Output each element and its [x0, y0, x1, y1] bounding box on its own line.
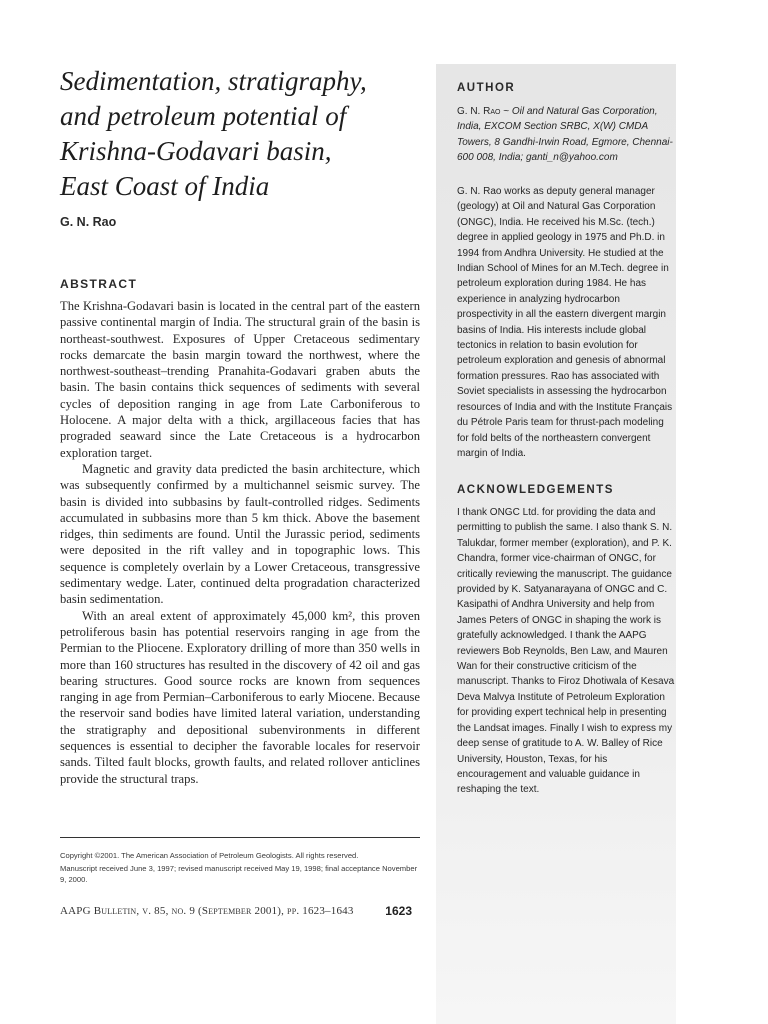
journal-citation [60, 905, 422, 917]
author-affiliation-block [457, 104, 677, 166]
title-line: and petroleum potential of [60, 101, 347, 131]
abstract-body [60, 298, 420, 787]
sidebar-author-name: G. N. Rao [457, 106, 501, 117]
title-line: East Coast of India [60, 171, 270, 201]
article-title [60, 64, 430, 204]
abstract-paragraph: With an areal extent of approximately 45,000 km², this proven petroliferous basin has potential reservoirs ranging in age from the Permian to the Pliocene. Exploratory drilling of more than 350 wells in more than 160 structures has resulted in the discovery of 42 oil and gas bearing structures. Good source rocks are known from sequences ranging in age from Permian–Carboniferous to early Miocene. Because the reservoir sand bodies have limited lateral variation, understanding the stratigraphy and depositional subenvironments in different sequences is essential to decipher the favorable locales for reservoir sands. Tilted fault blocks, growth faults, and related rollover anticlines provide the structural traps. [60, 608, 420, 786]
manuscript-dates-note: Manuscript received June 3, 1997; revised manuscript received May 19, 1998; final acceptance November 9, 2000. [60, 864, 418, 884]
abstract-paragraph: Magnetic and gravity data predicted the basin architecture, which was subsequently confirmed by a multichannel seismic survey. The basin is divided into subbasins by fault-controlled ridges. Sediments accumulated in subbasins more than 5 km thick. Above the basement ridges, thin sediments are found. Until the Jurassic period, sediments were deposited in the rift valley and in topographic lows. This sequence is completely overlain by a Lower Cretaceous, transgressive sedimentary wedge. Later, continued delta progradation characterized basin sedimentation. [60, 461, 420, 607]
copyright-note: Copyright ©2001. The American Association of Petroleum Geologists. All rights reserved. [60, 851, 359, 860]
acknowledgements [457, 505, 677, 798]
abstract-heading: ABSTRACT [60, 277, 138, 291]
author-bio-text: G. N. Rao works as deputy general manager (geology) at Oil and Natural Gas Corporation (ONGC), India. He received his M.Sc. (tech.) degree in applied geology in 1975 and Ph.D. in 1994 from Andhra University. He studied at the Indian School of Mines for an M.Tech. degree in petroleum exploration during 1984. He has experience in analyzing hydrocarbon prospectivity in all the eastern divergent margin basins of India. His interests include global tectonics in relation to basin evolution for petroleum exploration and genesis of abnormal formation pressures. Rao has associated with Soviet specialists in assessing the hydrocarbon resources of India and with the Institute Français du Pétrole Paris team for thrust-pach modeling for fold belts of the northeastern convergent margin of India. [457, 186, 673, 459]
title-line: Krishna-Godavari basin, [60, 136, 332, 166]
citation-text: AAPG Bulletin, v. 85, no. 9 (September 2001), pp. 1623–1643 [60, 905, 354, 917]
acknowledgements-heading: ACKNOWLEDGEMENTS [457, 484, 614, 496]
footnotes [60, 850, 422, 887]
acknowledgements-text: I thank ONGC Ltd. for providing the data and permitting to publish the same. I also thank S. N. Talukdar, former member (exploration), and P. K. Chandra, former vice-chairman of ONGC, for critically reviewing the manuscript. The guidance provided by K. Satyanarayana of ONGC and C. Kasipathi of Andhra University and help from James Peters of ONGC in shaping the work is gratefully acknowledged. I thank the AAPG reviewers Bob Reynolds, Ben Law, and Mauren Wan for their constructive criticism of the manuscript. Thanks to Firoz Dhotiwala of Kesava Deva Malvya Institute of Petroleum Exploration for providing expert technical help in presenting the Landsat images. Finally I wish to express my deep sense of gratitude to A. W. Balley of Rice University, Houston, Texas, for his encouragement and valuable guidance in reshaping the text. [457, 507, 675, 796]
article-author: G. N. Rao [60, 215, 117, 229]
footnote-divider [60, 837, 420, 838]
name-separator: ~ [500, 106, 512, 117]
author-heading: AUTHOR [457, 82, 516, 94]
author-bio [457, 184, 677, 461]
page-number: 1623 [385, 904, 412, 918]
abstract-paragraph: The Krishna-Godavari basin is located in the central part of the eastern passive continental margin of India. The structural grain of the basin is northeast-southwest. Exposures of Upper Cretaceous sedimentary rocks demarcate the basin margin toward the northwest, where the northwest-southeast–trending Pranahita-Godavari graben abuts the basin. The basin contains thick sequences of sediments with several cycles of deposition ranging in age from Late Carboniferous to Holocene. A major delta with a thick, argillaceous facies that has prograded seaward since the Late Cretaceous is a hydrocarbon exploration target. [60, 299, 420, 460]
author-affiliation: Oil and Natural Gas Corporation, India, EXCOM Section SRBC, X(W) CMDA Towers, 8 Gandhi-Irwin Road, Egmore, Chennai-600 008, India; ganti_n@yahoo.com [457, 106, 673, 164]
title-line: Sedimentation, stratigraphy, [60, 66, 367, 96]
